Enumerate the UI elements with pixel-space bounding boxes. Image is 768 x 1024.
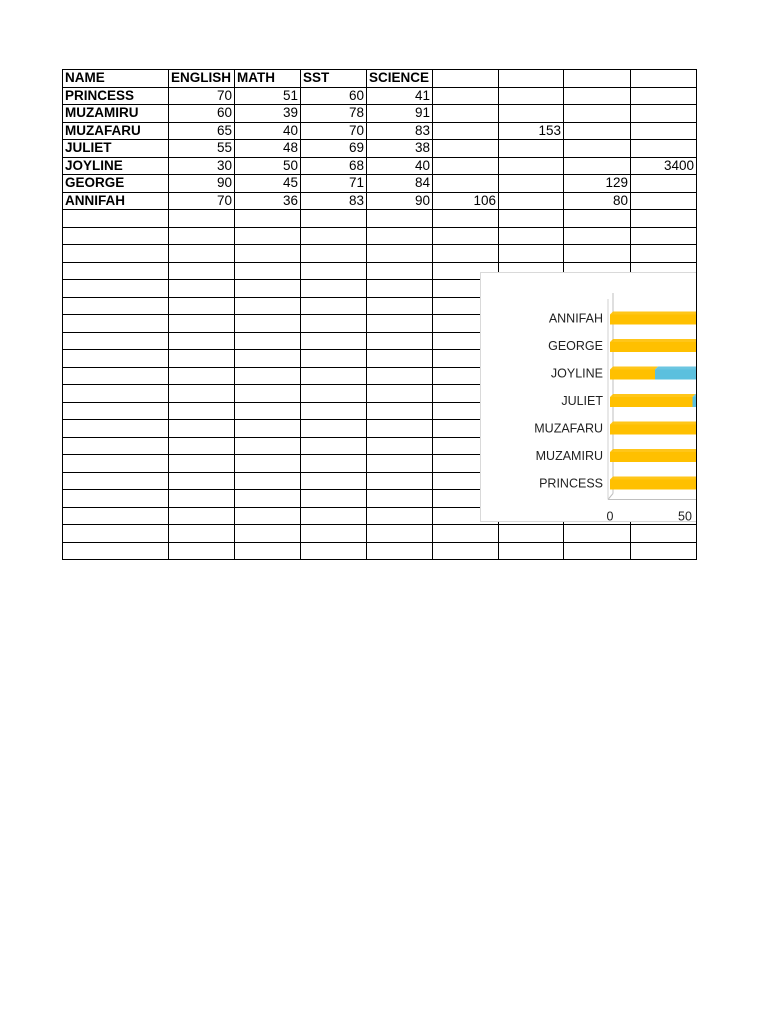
empty-cell[interactable] — [235, 472, 301, 490]
bar-segment — [610, 452, 696, 462]
header-cell[interactable]: SCIENCE — [367, 70, 433, 88]
score-cell[interactable]: 38 — [367, 140, 433, 158]
score-cell[interactable] — [564, 105, 631, 123]
empty-cell[interactable] — [235, 227, 301, 245]
empty-cell[interactable] — [169, 525, 235, 543]
empty-cell[interactable] — [499, 542, 564, 560]
empty-cell[interactable] — [301, 385, 367, 403]
student-name-cell[interactable]: ANNIFAH — [63, 192, 169, 210]
empty-cell[interactable] — [301, 507, 367, 525]
student-name-cell[interactable]: JULIET — [63, 140, 169, 158]
empty-cell[interactable] — [301, 437, 367, 455]
score-cell[interactable]: 70 — [301, 122, 367, 140]
bar-top-face — [610, 367, 658, 370]
score-cell[interactable]: 36 — [235, 192, 301, 210]
empty-cell[interactable] — [169, 385, 235, 403]
bar-segment — [610, 397, 693, 407]
bar-top-face — [610, 339, 696, 342]
score-cell[interactable]: 51 — [235, 87, 301, 105]
empty-cell[interactable] — [63, 472, 169, 490]
score-cell[interactable] — [499, 105, 564, 123]
category-label: JULIET — [561, 394, 603, 408]
category-label: MUZAMIRU — [535, 449, 603, 463]
score-cell[interactable]: 40 — [367, 157, 433, 175]
empty-cell[interactable] — [235, 490, 301, 508]
bar-segment — [655, 370, 696, 380]
bar-segment — [610, 342, 696, 352]
empty-cell[interactable] — [367, 332, 433, 350]
empty-cell[interactable] — [169, 542, 235, 560]
empty-cell[interactable] — [301, 297, 367, 315]
empty-cell[interactable] — [367, 385, 433, 403]
empty-row — [63, 525, 697, 543]
score-cell[interactable] — [564, 122, 631, 140]
empty-cell[interactable] — [63, 525, 169, 543]
x-tick-label: 50 — [678, 509, 692, 523]
score-cell[interactable] — [433, 105, 499, 123]
empty-cell[interactable] — [367, 315, 433, 333]
bar-top-face — [610, 422, 696, 425]
score-cell[interactable]: 41 — [367, 87, 433, 105]
empty-cell[interactable] — [169, 332, 235, 350]
empty-cell[interactable] — [63, 420, 169, 438]
axis-depth-line — [608, 494, 613, 500]
empty-row — [63, 245, 697, 263]
empty-cell[interactable] — [301, 210, 367, 228]
empty-cell[interactable] — [301, 455, 367, 473]
score-cell[interactable]: 153 — [499, 122, 564, 140]
empty-cell[interactable] — [63, 367, 169, 385]
score-cell[interactable] — [564, 140, 631, 158]
empty-cell[interactable] — [367, 210, 433, 228]
empty-cell[interactable] — [169, 280, 235, 298]
empty-cell[interactable] — [63, 455, 169, 473]
empty-row — [63, 210, 697, 228]
empty-cell[interactable] — [235, 332, 301, 350]
x-tick-label: 0 — [606, 509, 614, 523]
score-cell[interactable]: 69 — [301, 140, 367, 158]
empty-cell[interactable] — [169, 227, 235, 245]
table-row — [63, 122, 697, 140]
empty-cell[interactable] — [367, 280, 433, 298]
score-cell[interactable]: 90 — [169, 175, 235, 193]
empty-cell[interactable] — [499, 245, 564, 263]
empty-row — [63, 542, 697, 560]
empty-cell[interactable] — [301, 245, 367, 263]
empty-cell[interactable] — [564, 542, 631, 560]
empty-cell[interactable] — [235, 385, 301, 403]
empty-cell[interactable] — [169, 402, 235, 420]
empty-cell[interactable] — [169, 490, 235, 508]
empty-cell[interactable] — [63, 385, 169, 403]
empty-cell[interactable] — [169, 507, 235, 525]
score-cell[interactable]: 3400 — [631, 157, 697, 175]
empty-cell[interactable] — [63, 332, 169, 350]
empty-cell[interactable] — [235, 525, 301, 543]
student-name-cell[interactable]: PRINCESS — [63, 87, 169, 105]
empty-cell[interactable] — [63, 542, 169, 560]
empty-cell[interactable] — [235, 420, 301, 438]
empty-cell[interactable] — [235, 507, 301, 525]
empty-cell[interactable] — [367, 227, 433, 245]
empty-cell[interactable] — [564, 245, 631, 263]
empty-cell[interactable] — [169, 420, 235, 438]
score-cell[interactable] — [631, 87, 697, 105]
empty-cell[interactable] — [301, 367, 367, 385]
bar-top-face — [610, 312, 696, 315]
empty-cell[interactable] — [367, 297, 433, 315]
empty-cell[interactable] — [63, 245, 169, 263]
empty-cell[interactable] — [367, 262, 433, 280]
bar-segment — [610, 425, 696, 435]
empty-cell[interactable] — [367, 542, 433, 560]
empty-cell[interactable] — [235, 280, 301, 298]
score-cell[interactable]: 45 — [235, 175, 301, 193]
empty-cell[interactable] — [63, 210, 169, 228]
empty-cell[interactable] — [301, 315, 367, 333]
score-cell[interactable]: 83 — [367, 122, 433, 140]
empty-cell[interactable] — [367, 367, 433, 385]
empty-cell[interactable] — [301, 490, 367, 508]
empty-cell[interactable] — [235, 297, 301, 315]
empty-cell[interactable] — [433, 227, 499, 245]
empty-cell[interactable] — [235, 210, 301, 228]
empty-cell[interactable] — [367, 490, 433, 508]
empty-cell[interactable] — [367, 245, 433, 263]
student-name-cell[interactable]: MUZAFARU — [63, 122, 169, 140]
header-cell[interactable] — [631, 70, 697, 88]
empty-cell[interactable] — [433, 210, 499, 228]
empty-row — [63, 227, 697, 245]
empty-cell[interactable] — [169, 297, 235, 315]
score-cell[interactable] — [433, 87, 499, 105]
empty-cell[interactable] — [63, 262, 169, 280]
empty-cell[interactable] — [301, 227, 367, 245]
empty-cell[interactable] — [169, 367, 235, 385]
header-cell[interactable] — [433, 70, 499, 88]
empty-cell[interactable] — [169, 245, 235, 263]
score-cell[interactable] — [631, 105, 697, 123]
empty-cell[interactable] — [367, 420, 433, 438]
score-cell[interactable]: 60 — [301, 87, 367, 105]
empty-cell[interactable] — [63, 490, 169, 508]
header-cell[interactable] — [564, 70, 631, 88]
empty-cell[interactable] — [499, 227, 564, 245]
empty-cell[interactable] — [301, 472, 367, 490]
score-cell[interactable]: 40 — [235, 122, 301, 140]
score-cell[interactable]: 78 — [301, 105, 367, 123]
empty-cell[interactable] — [631, 227, 697, 245]
empty-cell[interactable] — [235, 350, 301, 368]
empty-cell[interactable] — [367, 455, 433, 473]
score-cell[interactable] — [433, 175, 499, 193]
student-name-cell[interactable]: GEORGE — [63, 175, 169, 193]
score-cell[interactable]: 50 — [235, 157, 301, 175]
empty-cell[interactable] — [367, 525, 433, 543]
student-name-cell[interactable]: MUZAMIRU — [63, 105, 169, 123]
header-cell[interactable]: SST — [301, 70, 367, 88]
empty-cell[interactable] — [235, 367, 301, 385]
empty-cell[interactable] — [63, 297, 169, 315]
score-cell[interactable]: 80 — [564, 192, 631, 210]
score-cell[interactable]: 55 — [169, 140, 235, 158]
empty-cell[interactable] — [367, 402, 433, 420]
score-cell[interactable]: 71 — [301, 175, 367, 193]
score-cell[interactable]: 70 — [169, 87, 235, 105]
empty-cell[interactable] — [169, 437, 235, 455]
empty-cell[interactable] — [631, 525, 697, 543]
empty-cell[interactable] — [301, 262, 367, 280]
empty-cell[interactable] — [169, 472, 235, 490]
score-cell[interactable]: 68 — [301, 157, 367, 175]
empty-cell[interactable] — [63, 507, 169, 525]
empty-cell[interactable] — [301, 542, 367, 560]
empty-cell[interactable] — [499, 210, 564, 228]
score-cell[interactable]: 129 — [564, 175, 631, 193]
table-row — [63, 157, 697, 175]
bar-top-face — [610, 477, 696, 480]
empty-cell[interactable] — [433, 542, 499, 560]
score-bar-chart[interactable] — [480, 272, 696, 522]
category-label: JOYLINE — [550, 366, 603, 381]
bar-segment — [693, 397, 697, 407]
student-name-cell[interactable]: JOYLINE — [63, 157, 169, 175]
category-label: MUZAFARU — [534, 421, 603, 436]
bar-top-face — [610, 449, 696, 452]
score-cell[interactable] — [433, 140, 499, 158]
header-cell[interactable] — [499, 70, 564, 88]
score-cell[interactable]: 70 — [169, 192, 235, 210]
empty-cell[interactable] — [235, 402, 301, 420]
category-label: ANNIFAH — [548, 311, 603, 326]
score-cell[interactable]: 65 — [169, 122, 235, 140]
empty-cell[interactable] — [235, 437, 301, 455]
header-cell[interactable]: ENGLISH — [169, 70, 235, 88]
table-row — [63, 105, 697, 123]
score-cell[interactable]: 60 — [169, 105, 235, 123]
empty-cell[interactable] — [301, 402, 367, 420]
bar-top-face — [655, 367, 696, 370]
score-cell[interactable] — [499, 192, 564, 210]
empty-cell[interactable] — [169, 315, 235, 333]
score-cell[interactable]: 106 — [433, 192, 499, 210]
empty-cell[interactable] — [564, 210, 631, 228]
empty-cell[interactable] — [235, 245, 301, 263]
empty-cell[interactable] — [433, 525, 499, 543]
score-cell[interactable] — [631, 122, 697, 140]
score-cell[interactable] — [499, 157, 564, 175]
empty-cell[interactable] — [301, 332, 367, 350]
bar-segment — [610, 370, 655, 380]
empty-cell[interactable] — [63, 280, 169, 298]
score-cell[interactable] — [631, 175, 697, 193]
category-label: PRINCESS — [539, 476, 603, 491]
empty-cell[interactable] — [63, 437, 169, 455]
score-cell[interactable]: 48 — [235, 140, 301, 158]
empty-cell[interactable] — [169, 262, 235, 280]
score-cell[interactable]: 83 — [301, 192, 367, 210]
empty-cell[interactable] — [301, 280, 367, 298]
empty-cell[interactable] — [63, 402, 169, 420]
score-cell[interactable] — [564, 87, 631, 105]
header-row — [63, 70, 697, 88]
empty-cell[interactable] — [63, 315, 169, 333]
bar-segment — [610, 480, 696, 490]
score-cell[interactable]: 90 — [367, 192, 433, 210]
bar-segment — [610, 315, 696, 325]
empty-cell[interactable] — [235, 455, 301, 473]
empty-cell[interactable] — [631, 245, 697, 263]
empty-cell[interactable] — [631, 542, 697, 560]
empty-cell[interactable] — [499, 525, 564, 543]
table-row — [63, 140, 697, 158]
empty-cell[interactable] — [169, 210, 235, 228]
empty-cell[interactable] — [367, 350, 433, 368]
score-cell[interactable]: 84 — [367, 175, 433, 193]
score-cell[interactable] — [631, 192, 697, 210]
score-cell[interactable] — [499, 140, 564, 158]
category-label: GEORGE — [548, 339, 603, 353]
score-cell[interactable] — [499, 87, 564, 105]
empty-cell[interactable] — [301, 525, 367, 543]
empty-cell[interactable] — [367, 472, 433, 490]
empty-cell[interactable] — [169, 350, 235, 368]
score-cell[interactable] — [631, 140, 697, 158]
empty-cell[interactable] — [367, 437, 433, 455]
table-row — [63, 87, 697, 105]
score-cell[interactable] — [564, 157, 631, 175]
empty-cell[interactable] — [169, 455, 235, 473]
empty-cell[interactable] — [235, 315, 301, 333]
header-cell[interactable]: NAME — [63, 70, 169, 88]
header-cell[interactable]: MATH — [235, 70, 301, 88]
empty-cell[interactable] — [433, 245, 499, 263]
bar-top-face — [610, 394, 696, 397]
empty-cell[interactable] — [301, 420, 367, 438]
score-cell[interactable]: 39 — [235, 105, 301, 123]
table-row — [63, 175, 697, 193]
score-cell[interactable] — [433, 122, 499, 140]
empty-cell[interactable] — [367, 507, 433, 525]
empty-cell[interactable] — [235, 262, 301, 280]
table-row — [63, 192, 697, 210]
empty-cell[interactable] — [564, 525, 631, 543]
empty-cell[interactable] — [564, 227, 631, 245]
score-cell[interactable] — [433, 157, 499, 175]
empty-cell[interactable] — [301, 350, 367, 368]
score-cell[interactable] — [499, 175, 564, 193]
empty-cell[interactable] — [631, 210, 697, 228]
empty-cell[interactable] — [63, 227, 169, 245]
score-cell[interactable]: 30 — [169, 157, 235, 175]
empty-cell[interactable] — [235, 542, 301, 560]
score-cell[interactable]: 91 — [367, 105, 433, 123]
empty-cell[interactable] — [63, 350, 169, 368]
